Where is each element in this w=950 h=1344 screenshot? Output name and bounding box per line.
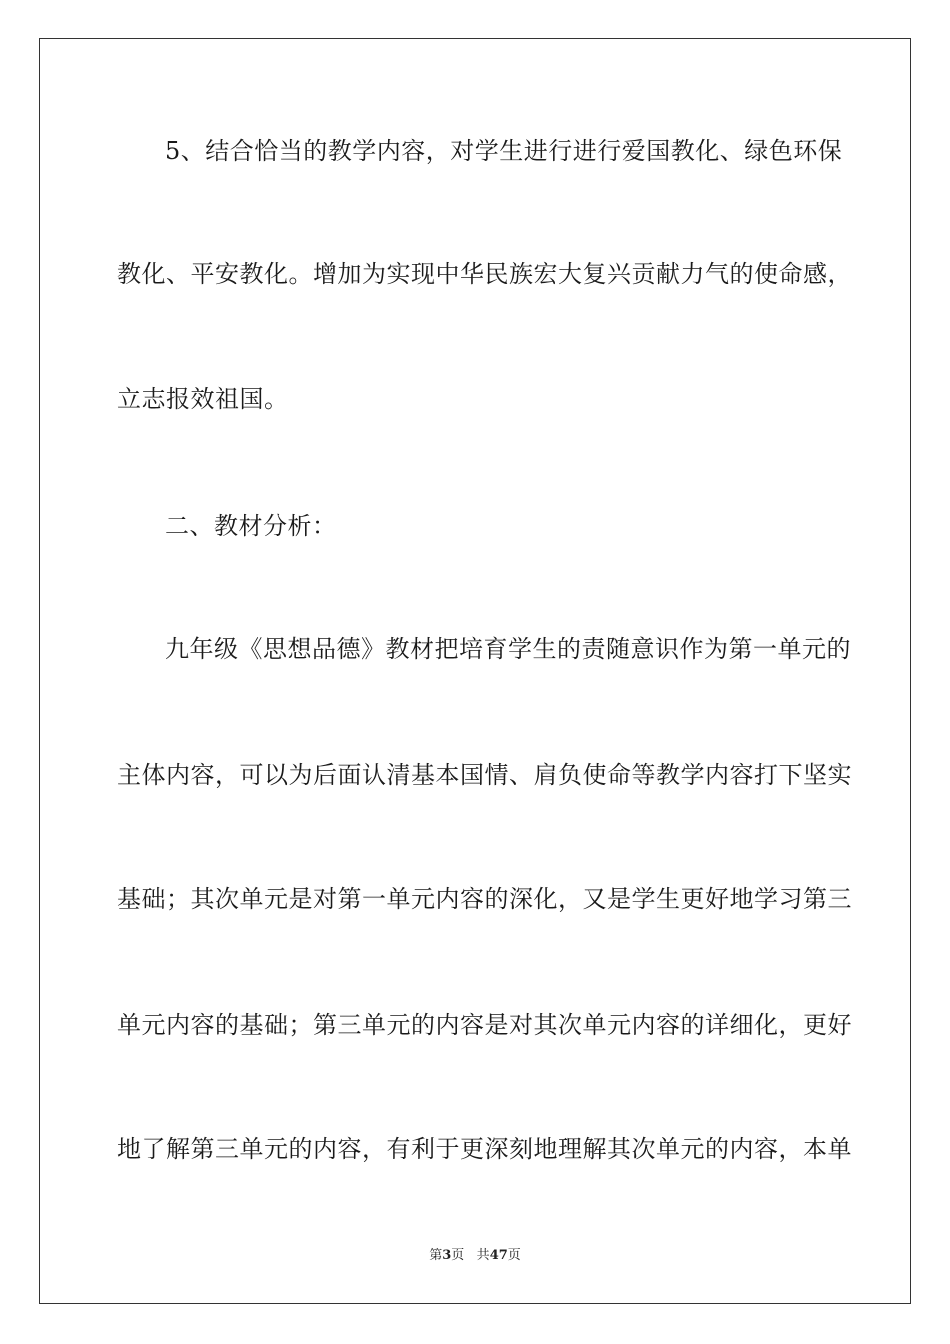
paragraph-line-2: 教化、平安教化。增加为实现中华民族宏大复兴贡献力气的使命感， (117, 260, 852, 288)
paragraph-line-5: 九年级《思想品德》教材把培育学生的责随意识作为第一单元的 (165, 635, 851, 663)
paragraph-line-9: 地了解第三单元的内容，有利于更深刻地理解其次单元的内容，本单 (117, 1135, 852, 1163)
paragraph-line-8: 单元内容的基础；第三单元的内容是对其次单元内容的详细化，更好 (117, 1011, 852, 1039)
paragraph-line-7: 基础；其次单元是对第一单元内容的深化，又是学生更好地学习第三 (117, 885, 852, 913)
page-footer (0, 1246, 950, 1266)
current-page-number: 3 (442, 1248, 452, 1263)
paragraph-line-1: 5、结合恰当的教学内容，对学生进行进行爱国教化、绿色环保 (165, 137, 843, 165)
section-heading: 二、教材分析： (165, 512, 337, 540)
total-prefix: 共 (476, 1248, 490, 1263)
page-prefix: 第 (429, 1248, 443, 1263)
total-page-count: 47 (489, 1248, 508, 1263)
total-suffix: 页 (507, 1248, 521, 1263)
page-suffix: 页 (451, 1248, 465, 1263)
page-border (39, 38, 911, 1304)
paragraph-line-6: 主体内容，可以为后面认清基本国情、肩负使命等教学内容打下坚实 (117, 761, 852, 789)
paragraph-line-3: 立志报效祖国。 (117, 385, 289, 413)
